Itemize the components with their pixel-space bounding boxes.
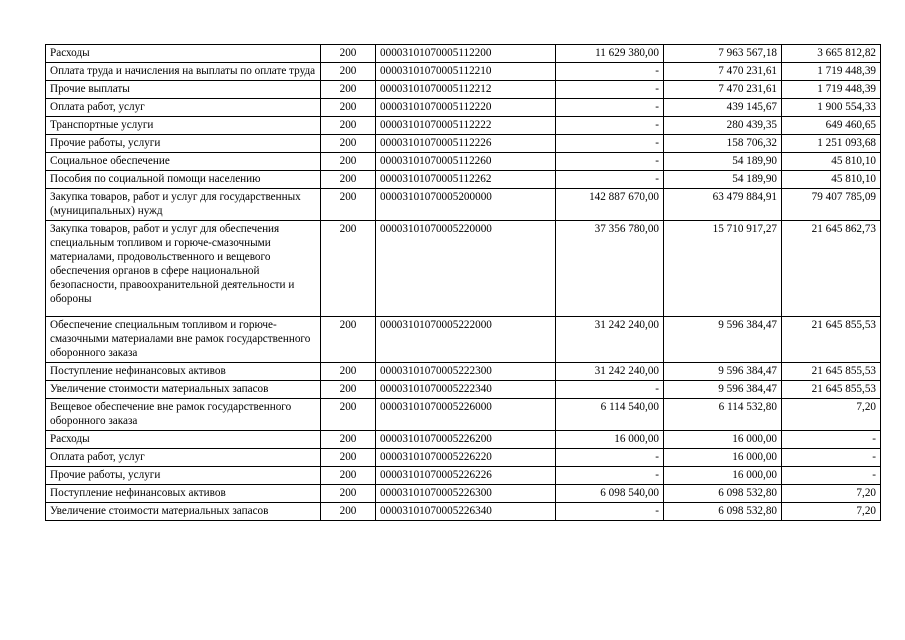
row-line-code: 200 [321,221,376,317]
table-row [46,485,881,503]
row-name: Расходы [46,431,321,449]
row-executed: 6 098 532,80 [664,503,782,521]
table-row [46,45,881,63]
row-name: Поступление нефинансовых активов [46,485,321,503]
row-name: Вещевое обеспечение вне рамок государственного оборонного заказа [46,399,321,431]
row-line-code: 200 [321,317,376,363]
row-executed: 7 470 231,61 [664,63,782,81]
row-name: Закупка товаров, работ и услуг для обеспечения специальным топливом и горюче-смазочными материалами, продовольственного и вещевого обеспечения органов в сфере национальной безопасности, правоохранительной деятельности и обороны [46,221,321,317]
table-row [46,171,881,189]
budget-execution-table [45,44,881,521]
row-budget-code: 00003101070005112226 [376,135,556,153]
table-row [46,221,881,317]
row-unexecuted: 3 665 812,82 [782,45,881,63]
row-approved: - [556,503,664,521]
row-line-code: 200 [321,381,376,399]
row-approved: 37 356 780,00 [556,221,664,317]
row-executed: 9 596 384,47 [664,317,782,363]
row-executed: 7 470 231,61 [664,81,782,99]
row-unexecuted: 79 407 785,09 [782,189,881,221]
row-budget-code: 00003101070005112210 [376,63,556,81]
row-unexecuted: - [782,467,881,485]
table-row [46,63,881,81]
row-unexecuted: 1 719 448,39 [782,63,881,81]
row-name: Социальное обеспечение [46,153,321,171]
row-name: Оплата труда и начисления на выплаты по оплате труда [46,63,321,81]
row-approved: 6 114 540,00 [556,399,664,431]
row-approved: - [556,153,664,171]
row-budget-code: 00003101070005220000 [376,221,556,317]
table-row [46,153,881,171]
row-unexecuted: 45 810,10 [782,153,881,171]
row-unexecuted: - [782,431,881,449]
row-executed: 280 439,35 [664,117,782,135]
row-line-code: 200 [321,153,376,171]
row-name: Оплата работ, услуг [46,99,321,117]
row-line-code: 200 [321,99,376,117]
row-name: Закупка товаров, работ и услуг для государственных (муниципальных) нужд [46,189,321,221]
row-approved: 11 629 380,00 [556,45,664,63]
row-executed: 7 963 567,18 [664,45,782,63]
row-approved: - [556,449,664,467]
row-line-code: 200 [321,431,376,449]
row-line-code: 200 [321,449,376,467]
row-executed: 16 000,00 [664,467,782,485]
row-executed: 54 189,90 [664,153,782,171]
table-row [46,135,881,153]
row-approved: - [556,467,664,485]
table-row [46,449,881,467]
table-row [46,503,881,521]
row-line-code: 200 [321,45,376,63]
row-line-code: 200 [321,363,376,381]
row-unexecuted: 21 645 855,53 [782,381,881,399]
row-budget-code: 00003101070005226000 [376,399,556,431]
table-row [46,317,881,363]
row-executed: 63 479 884,91 [664,189,782,221]
row-executed: 6 114 532,80 [664,399,782,431]
row-executed: 158 706,32 [664,135,782,153]
table-row [46,381,881,399]
row-approved: - [556,381,664,399]
table-row [46,189,881,221]
row-budget-code: 00003101070005112220 [376,99,556,117]
row-approved: - [556,99,664,117]
row-unexecuted: 45 810,10 [782,171,881,189]
row-line-code: 200 [321,399,376,431]
row-approved: - [556,171,664,189]
row-unexecuted: 21 645 855,53 [782,363,881,381]
row-name: Прочие работы, услуги [46,467,321,485]
row-name: Оплата работ, услуг [46,449,321,467]
row-budget-code: 00003101070005112222 [376,117,556,135]
row-name: Пособия по социальной помощи населению [46,171,321,189]
row-unexecuted: 7,20 [782,503,881,521]
row-budget-code: 00003101070005226226 [376,467,556,485]
row-unexecuted: - [782,449,881,467]
row-line-code: 200 [321,485,376,503]
row-name: Поступление нефинансовых активов [46,363,321,381]
table-body [46,45,881,521]
row-approved: 31 242 240,00 [556,317,664,363]
row-unexecuted: 7,20 [782,485,881,503]
row-approved: - [556,81,664,99]
table-row [46,399,881,431]
row-budget-code: 00003101070005222340 [376,381,556,399]
row-line-code: 200 [321,81,376,99]
row-line-code: 200 [321,171,376,189]
row-unexecuted: 21 645 862,73 [782,221,881,317]
row-unexecuted: 1 251 093,68 [782,135,881,153]
row-approved: 6 098 540,00 [556,485,664,503]
row-budget-code: 00003101070005226220 [376,449,556,467]
table-row [46,81,881,99]
row-budget-code: 00003101070005222300 [376,363,556,381]
table-row [46,117,881,135]
row-budget-code: 00003101070005226200 [376,431,556,449]
row-budget-code: 00003101070005112200 [376,45,556,63]
table-row [46,467,881,485]
row-unexecuted: 649 460,65 [782,117,881,135]
row-executed: 439 145,67 [664,99,782,117]
row-budget-code: 00003101070005112212 [376,81,556,99]
row-unexecuted: 21 645 855,53 [782,317,881,363]
row-name: Обеспечение специальным топливом и горюче-смазочными материалами вне рамок государственного оборонного заказа [46,317,321,363]
row-executed: 9 596 384,47 [664,363,782,381]
row-executed: 16 000,00 [664,431,782,449]
row-unexecuted: 1 900 554,33 [782,99,881,117]
row-budget-code: 00003101070005226300 [376,485,556,503]
row-budget-code: 00003101070005112260 [376,153,556,171]
row-approved: - [556,117,664,135]
row-approved: 31 242 240,00 [556,363,664,381]
row-line-code: 200 [321,117,376,135]
row-name: Прочие работы, услуги [46,135,321,153]
row-name: Транспортные услуги [46,117,321,135]
row-budget-code: 00003101070005200000 [376,189,556,221]
row-line-code: 200 [321,503,376,521]
row-executed: 6 098 532,80 [664,485,782,503]
row-executed: 16 000,00 [664,449,782,467]
row-budget-code: 00003101070005222000 [376,317,556,363]
row-line-code: 200 [321,63,376,81]
row-name: Увеличение стоимости материальных запасов [46,381,321,399]
table-row [46,99,881,117]
table-row [46,363,881,381]
row-line-code: 200 [321,189,376,221]
row-line-code: 200 [321,135,376,153]
row-name: Прочие выплаты [46,81,321,99]
row-budget-code: 00003101070005226340 [376,503,556,521]
row-name: Увеличение стоимости материальных запасов [46,503,321,521]
row-budget-code: 00003101070005112262 [376,171,556,189]
row-approved: 142 887 670,00 [556,189,664,221]
table-row [46,431,881,449]
row-unexecuted: 7,20 [782,399,881,431]
row-line-code: 200 [321,467,376,485]
row-executed: 54 189,90 [664,171,782,189]
row-name: Расходы [46,45,321,63]
row-approved: - [556,63,664,81]
row-executed: 15 710 917,27 [664,221,782,317]
row-approved: 16 000,00 [556,431,664,449]
row-unexecuted: 1 719 448,39 [782,81,881,99]
row-executed: 9 596 384,47 [664,381,782,399]
row-approved: - [556,135,664,153]
